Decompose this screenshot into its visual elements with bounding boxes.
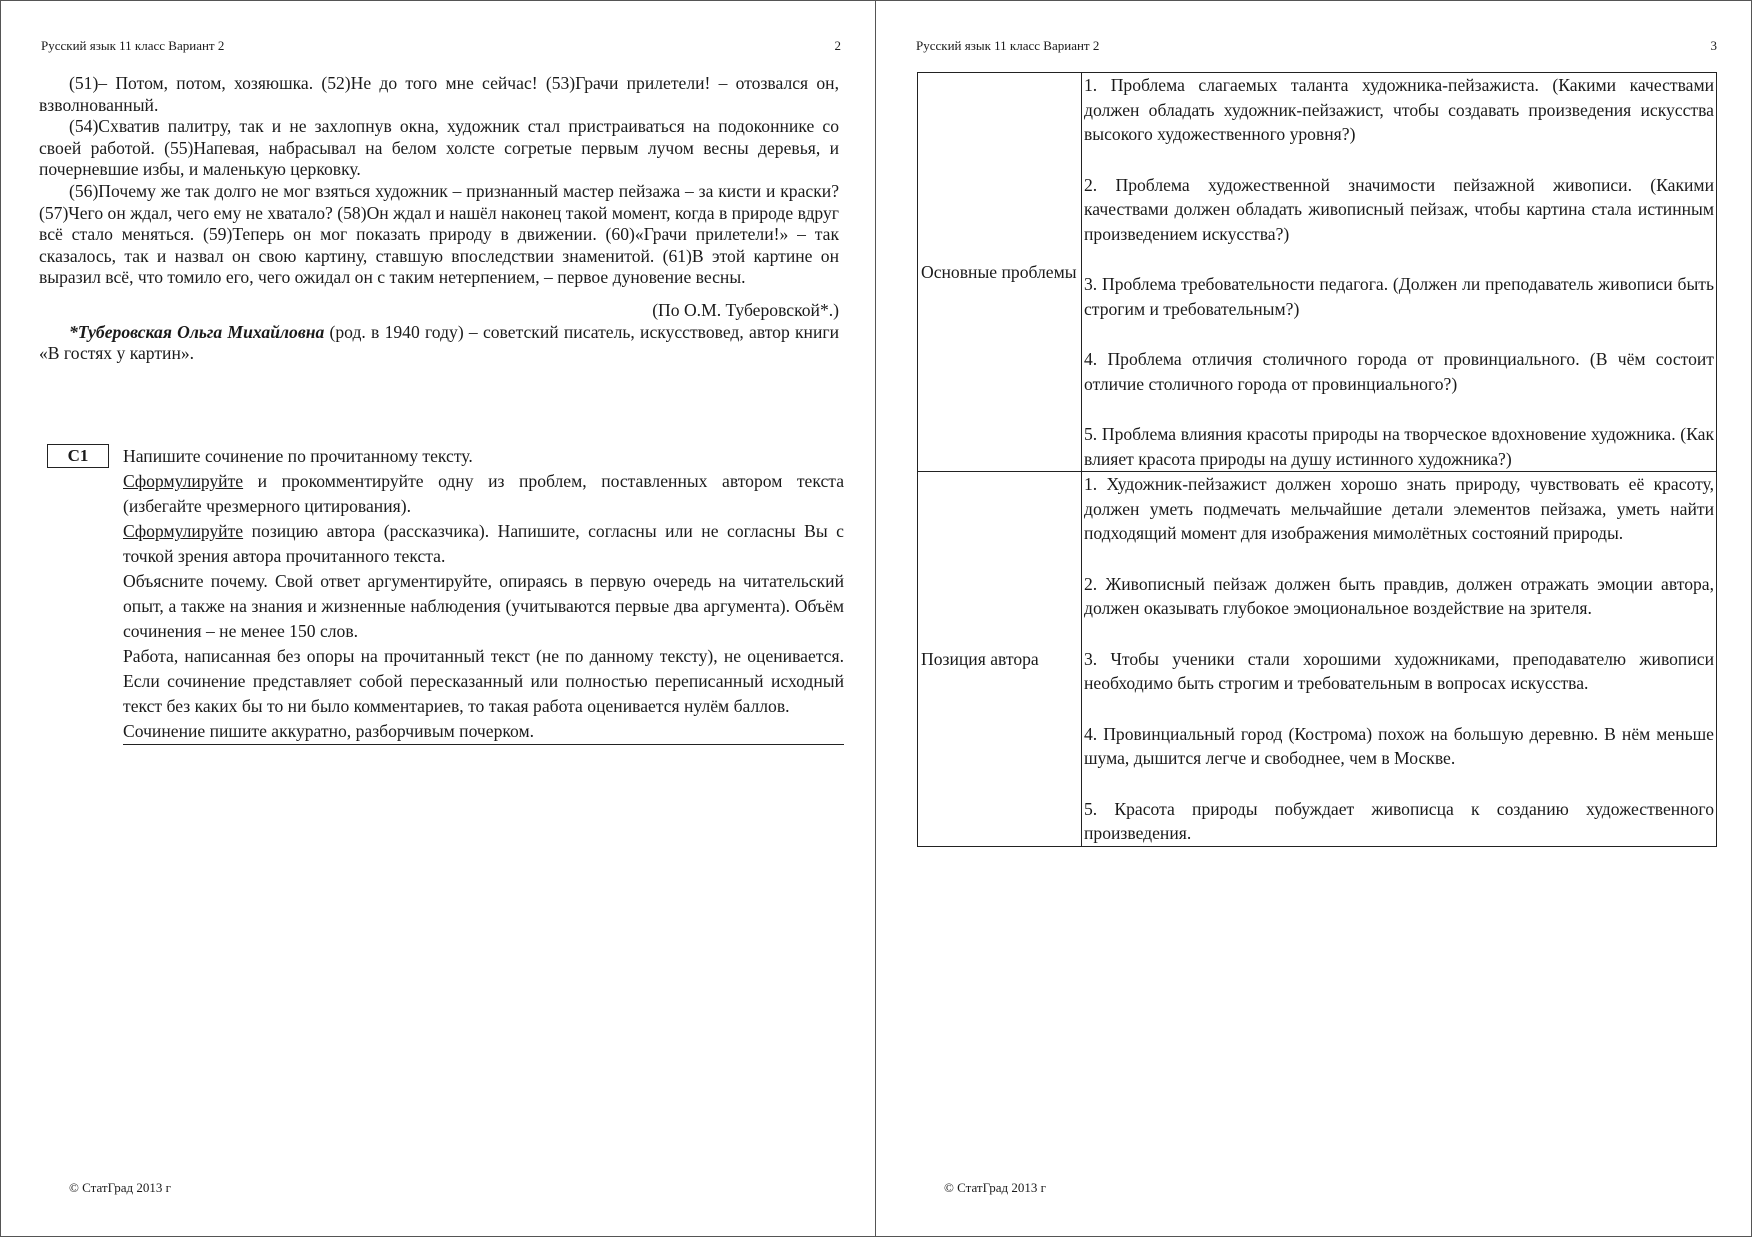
list-item: 5. Проблема влияния красоты природы на творческое вдохновение художника. (Как влияет красота природы на душу истинного художника?) — [1084, 424, 1714, 469]
table-row — [918, 472, 1717, 847]
task-line — [123, 469, 844, 519]
list-item: 1. Проблема слагаемых таланта художника-пейзажиста. (Какими качествами должен обладать художник-пейзажист, чтобы создавать произведения искусства высокого художественного уровня?) — [1084, 75, 1714, 144]
page-number: 3 — [1710, 38, 1717, 53]
list-item: 2. Живописный пейзаж должен быть правдив, должен отражать эмоции автора, должен оказывать глубокое эмоциональное воздействие на зрителя. — [1084, 573, 1714, 618]
task-underlined: Сформулируйте — [123, 471, 244, 491]
task-instructions — [123, 444, 844, 745]
list-item: 4. Провинциальный город (Кострома) похож на большую деревню. В нём меньше шума, дышится легче и свободнее, чем в Москве. — [1084, 723, 1714, 768]
page-header — [916, 38, 1717, 54]
task-line: Сочинение пишите аккуратно, разборчивым почерком. — [123, 719, 844, 745]
footnote-name: *Туберовская Ольга Михайловна — [69, 321, 325, 342]
left-page — [1, 1, 876, 1236]
page-footer: © СтатГрад 2013 г — [944, 1180, 1046, 1195]
header-title: Русский язык 11 класс Вариант 2 — [916, 38, 1100, 53]
task-underlined: Сформулируйте — [123, 521, 244, 541]
task-line: Работа, написанная без опоры на прочитанный текст (не по данному тексту), не оценивается. Если сочинение представляет собой пересказанный или полностью переписанный исходный текст без каких бы то ни было комментариев, то такая работа оценивается нулём баллов. — [123, 646, 844, 716]
page-number: 2 — [834, 38, 841, 53]
source-text — [39, 73, 839, 365]
paragraph: (51)– Потом, потом, хозяюшка. (52)Не до того мне сейчас! (53)Грачи прилетели! – отозвался он, взволнованный. — [39, 73, 839, 115]
task-line — [123, 519, 844, 569]
answer-table — [917, 72, 1717, 847]
task-c1 — [47, 444, 844, 745]
list-item: 5. Красота природы побуждает живописца к созданию художественного произведения. — [1084, 798, 1714, 843]
list-item: 4. Проблема отличия столичного города от провинциального. (В чём состоит отличие столичного города от провинциального?) — [1084, 349, 1714, 394]
paragraph: (56)Почему же так долго не мог взяться художник – признанный мастер пейзажа – за кисти и краски? (57)Чего он ждал, чего ему не хватало? (58)Он ждал и нашёл наконец такой момент, когда в природе вдруг всё стало меняться. (59)Теперь он мог показать природу в движении. (60)«Грачи прилетели!» – так сказалось, так и назвал он свою картину, ставшую впоследствии знаменитой. (61)В этой картине он выразил всё, что томило его, чего ожидал он с таким нетерпением, – первое дуновение весны. — [39, 180, 839, 288]
task-line: Напишите сочинение по прочитанному тексту. — [123, 446, 473, 466]
row-label: Основные проблемы — [918, 73, 1082, 472]
row-label: Позиция автора — [918, 472, 1082, 847]
row-items — [1082, 73, 1717, 472]
table-row — [918, 73, 1717, 472]
footnote-text: (род. в 1940 году) – советский писатель, искусствовед, автор книги «В гостях у картин». — [39, 321, 839, 364]
header-title: Русский язык 11 класс Вариант 2 — [41, 38, 225, 53]
list-item: 3. Проблема требовательности педагога. (Должен ли преподаватель живописи быть строгим и требовательным?) — [1084, 274, 1714, 319]
author-footnote — [39, 322, 839, 365]
task-line-text: позицию автора (рассказчика). Напишите, согласны или не согласны Вы с точкой зрения автора прочитанного текста. — [123, 521, 844, 566]
task-line: Объясните почему. Свой ответ аргументируйте, опираясь в первую очередь на читательский опыт, а также на знания и жизненные наблюдения (учитываются первые два аргумента). Объём сочинения – не менее 150 слов. — [123, 571, 844, 641]
list-item: 3. Чтобы ученики стали хорошими художниками, преподавателю живописи необходимо быть строгим и требовательным в вопросах искусства. — [1084, 648, 1714, 693]
page-footer: © СтатГрад 2013 г — [69, 1180, 171, 1195]
list-item: 1. Художник-пейзажист должен хорошо знать природу, чувствовать её красоту, должен уметь подмечать мельчайшие детали элементов пейзажа, уметь найти подходящий момент для изображения мимолётных состояний природы. — [1084, 474, 1714, 543]
paragraph: (54)Схватив палитру, так и не захлопнув окна, художник стал пристраиваться на подоконнике со своей работой. (55)Напевая, набрасывал на белом холсте согретые первым лучом весны деревья, и почерневшие избы, и маленькую церковку. — [39, 116, 839, 180]
row-items — [1082, 472, 1717, 847]
list-item: 2. Проблема художественной значимости пейзажной живописи. (Какими качествами должен обладать живописный пейзаж, чтобы картина стала истинным произведением искусства?) — [1084, 174, 1714, 244]
task-line-text: и прокомментируйте одну из проблем, поставленных автором текста (избегайте чрезмерного цитирования). — [123, 471, 844, 516]
text-source: (По О.М. Туберовской*.) — [652, 299, 839, 320]
task-label: C1 — [47, 444, 109, 468]
right-page — [876, 1, 1751, 1236]
page-header — [41, 38, 841, 54]
